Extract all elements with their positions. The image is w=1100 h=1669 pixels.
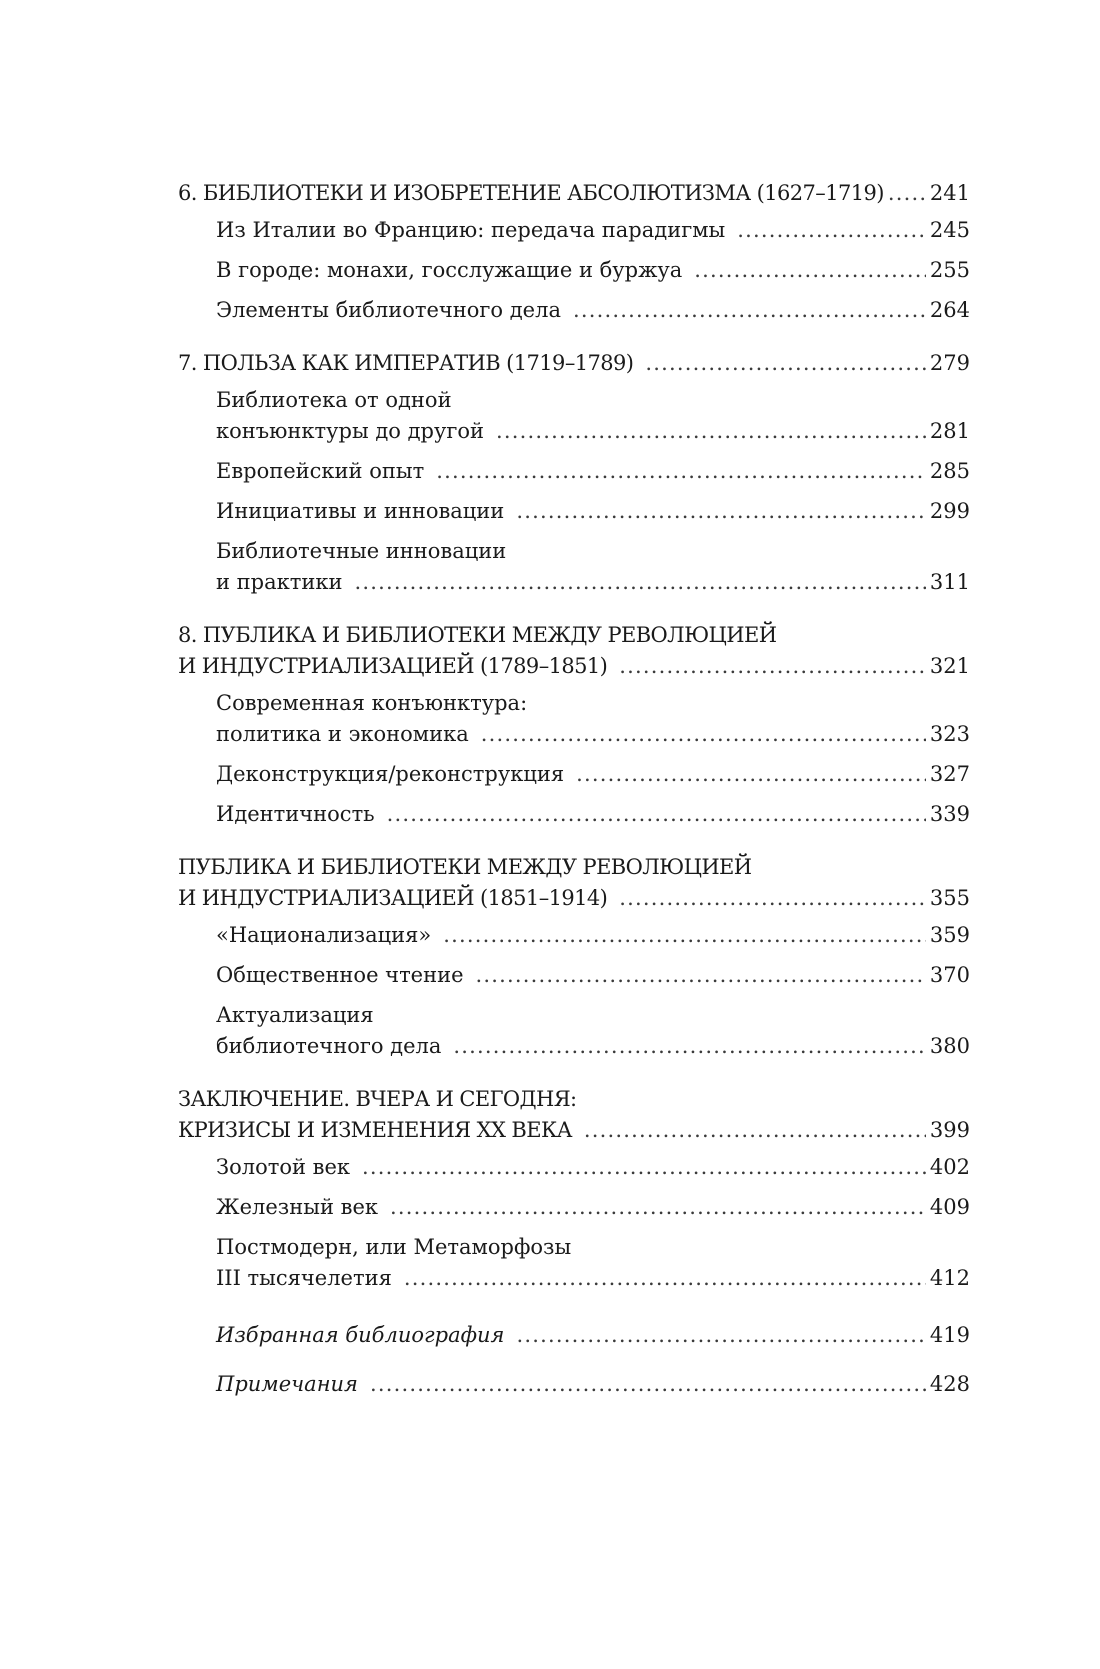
toc-subentry[interactable] (178, 215, 970, 246)
chapter-title-line-2: И ИНДУСТРИАЛИЗАЦИЕЙ (1851–1914) (178, 886, 608, 910)
subentry-title: Инициативы и инновации (216, 499, 505, 523)
page-number: 281 (929, 419, 970, 443)
toc-chapter-entry[interactable] (178, 178, 970, 209)
subentry-title-line-1: Современная конъюнктура: (216, 691, 528, 715)
dot-leader (737, 215, 926, 246)
page-number: 245 (929, 218, 970, 242)
page-number: 355 (929, 886, 970, 910)
toc-subentry[interactable] (178, 1152, 970, 1183)
subentry-title: Европейский опыт (216, 459, 425, 483)
chapter-title-line-1: 8. ПУБЛИКА И БИБЛИОТЕКИ МЕЖДУ РЕВОЛЮЦИЕЙ (178, 623, 777, 647)
page-number: 428 (929, 1372, 970, 1396)
subentry-title: Элементы библиотечного дела (216, 298, 561, 322)
toc-bibliography[interactable] (178, 1320, 970, 1351)
toc-chapter-6 (178, 178, 970, 326)
toc-subentry[interactable] (178, 496, 970, 527)
dot-leader (619, 883, 926, 914)
subentry-title-line-1: Библиотечные инновации (216, 539, 507, 563)
chapter-title-line-1: ЗАКЛЮЧЕНИЕ. ВЧЕРА И СЕГОДНЯ: (178, 1087, 577, 1111)
subentry-title: «Национализация» (216, 923, 432, 947)
subentry-title: Деконструкция/реконструкция (216, 762, 565, 786)
toc-chapter-7 (178, 348, 970, 598)
page-number: 279 (929, 351, 970, 375)
dot-leader (476, 960, 926, 991)
subentry-title-line-2: и практики (216, 570, 343, 594)
table-of-contents (178, 178, 970, 1409)
subentry-title-line-2: политика и экономика (216, 722, 469, 746)
page-number: 419 (929, 1323, 970, 1347)
toc-chapter-9 (178, 852, 970, 1062)
toc-subentry[interactable] (178, 960, 970, 991)
subentry-title-line-2: III тысячелетия (216, 1266, 392, 1290)
toc-subentry[interactable] (178, 1000, 970, 1062)
chapter-title-line-2: КРИЗИСЫ И ИЗМЕНЕНИЯ XX ВЕКА (178, 1118, 572, 1142)
dot-leader (370, 1369, 926, 1400)
toc-subentry[interactable] (178, 688, 970, 750)
subentry-title-line-2: конъюнктуры до другой (216, 419, 484, 443)
dot-leader (387, 799, 926, 830)
page-number: 285 (929, 459, 970, 483)
dot-leader (362, 1152, 926, 1183)
dot-leader (888, 178, 926, 209)
dot-leader (355, 567, 926, 598)
toc-chapter-entry[interactable] (178, 348, 970, 379)
page-number: 359 (929, 923, 970, 947)
dot-leader (481, 719, 926, 750)
dot-leader (453, 1031, 926, 1062)
dot-leader (584, 1115, 926, 1146)
toc-subentry[interactable] (178, 456, 970, 487)
subentry-title: Железный век (216, 1195, 379, 1219)
chapter-title: 7. ПОЛЬЗА КАК ИМПЕРАТИВ (1719–1789) (178, 351, 634, 375)
subentry-title: В городе: монахи, госслужащие и буржуа (216, 258, 683, 282)
dot-leader (694, 255, 926, 286)
dot-leader (390, 1192, 926, 1223)
dot-leader (573, 295, 926, 326)
toc-chapter-entry[interactable] (178, 1084, 970, 1146)
toc-subentry[interactable] (178, 759, 970, 790)
page-number: 409 (929, 1195, 970, 1219)
toc-subentry[interactable] (178, 536, 970, 598)
toc-chapter-entry[interactable] (178, 620, 970, 682)
page-number: 311 (929, 570, 970, 594)
subentry-title-line-1: Актуализация (216, 1003, 374, 1027)
bibliography-title: Избранная библиография (216, 1323, 505, 1347)
chapter-title-line-2: И ИНДУСТРИАЛИЗАЦИЕЙ (1789–1851) (178, 654, 608, 678)
toc-conclusion (178, 1084, 970, 1294)
dot-leader (516, 496, 926, 527)
toc-subentry[interactable] (178, 255, 970, 286)
toc-subentry[interactable] (178, 920, 970, 951)
toc-chapter-entry[interactable] (178, 852, 970, 914)
toc-subentry[interactable] (178, 799, 970, 830)
toc-subentry[interactable] (178, 385, 970, 447)
subentry-title: Из Италии во Францию: передача парадигмы (216, 218, 726, 242)
page-number: 299 (929, 499, 970, 523)
subentry-title-line-1: Постмодерн, или Метаморфозы (216, 1235, 572, 1259)
subentry-title-line-2: библиотечного дела (216, 1034, 442, 1058)
page-number: 399 (929, 1118, 970, 1142)
subentry-title: Золотой век (216, 1155, 351, 1179)
toc-chapter-8 (178, 620, 970, 830)
dot-leader (404, 1263, 926, 1294)
page-number: 327 (929, 762, 970, 786)
page-number: 402 (929, 1155, 970, 1179)
page-number: 412 (929, 1266, 970, 1290)
dot-leader (645, 348, 926, 379)
page-number: 241 (929, 181, 970, 205)
dot-leader (436, 456, 926, 487)
dot-leader (516, 1320, 925, 1351)
page-number: 370 (929, 963, 970, 987)
dot-leader (443, 920, 926, 951)
notes-title: Примечания (216, 1372, 358, 1396)
toc-subentry[interactable] (178, 295, 970, 326)
subentry-title: Идентичность (216, 802, 375, 826)
page-number: 380 (929, 1034, 970, 1058)
dot-leader (496, 416, 926, 447)
toc-notes[interactable] (178, 1369, 970, 1400)
dot-leader (619, 651, 926, 682)
page-number: 339 (929, 802, 970, 826)
toc-subentry[interactable] (178, 1232, 970, 1294)
page-number: 321 (929, 654, 970, 678)
chapter-title: 6. БИБЛИОТЕКИ И ИЗОБРЕТЕНИЕ АБСОЛЮТИЗМА (1627–1719) (178, 181, 884, 205)
page-number: 255 (929, 258, 970, 282)
subentry-title-line-1: Библиотека от одной (216, 388, 452, 412)
subentry-title: Общественное чтение (216, 963, 464, 987)
page-number: 264 (929, 298, 970, 322)
dot-leader (576, 759, 926, 790)
chapter-title-line-1: ПУБЛИКА И БИБЛИОТЕКИ МЕЖДУ РЕВОЛЮЦИЕЙ (178, 855, 752, 879)
toc-subentry[interactable] (178, 1192, 970, 1223)
page-number: 323 (929, 722, 970, 746)
